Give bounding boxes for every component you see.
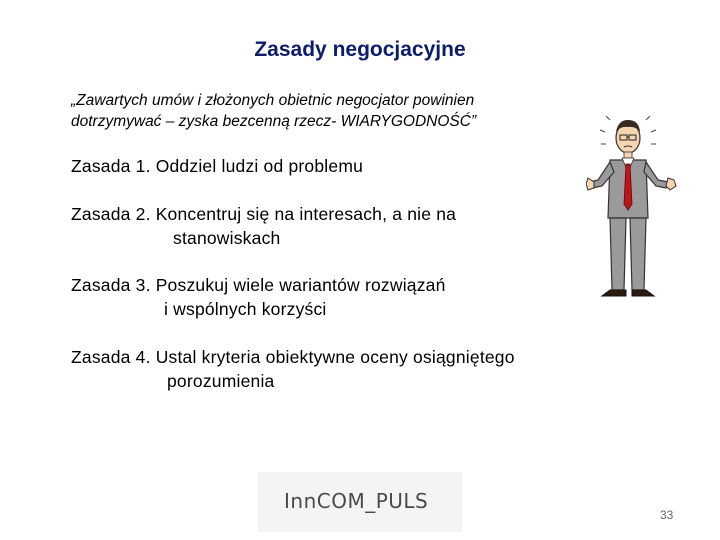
rule-4-line-1: Zasada 4. Ustal kryteria obiektywne oceny osiągniętego xyxy=(71,347,515,367)
page-number: 33 xyxy=(660,508,674,522)
rule-4-line-2: porozumienia xyxy=(167,371,275,391)
rule-1-line-1: Zasada 1. Oddziel ludzi od problemu xyxy=(71,156,364,176)
quote-line-1: „Zawartych umów i złożonych obietnic negocjator powinien xyxy=(71,92,475,109)
company-logo xyxy=(258,472,462,532)
slide-title: Zasady negocjacyjne xyxy=(254,38,466,61)
quote-text xyxy=(71,90,561,132)
rule-4 xyxy=(71,345,515,393)
quote-line-2: dotrzymywać – zyska bezcenną rzecz- WIARYGODNOŚĆ” xyxy=(71,113,477,130)
rule-1 xyxy=(71,154,363,178)
logo-text: InnCOM_PULS xyxy=(284,489,429,513)
rule-2-line-2: stanowiskach xyxy=(173,228,281,248)
rule-3 xyxy=(71,273,446,321)
shrugging-businessman-icon xyxy=(586,108,678,306)
rule-2-line-1: Zasada 2. Koncentruj się na interesach, a nie na xyxy=(71,204,457,224)
rule-3-line-2: i wspólnych korzyści xyxy=(164,299,327,319)
rule-2 xyxy=(71,202,456,250)
rule-3-line-1: Zasada 3. Poszukuj wiele wariantów rozwiązań xyxy=(71,275,446,295)
